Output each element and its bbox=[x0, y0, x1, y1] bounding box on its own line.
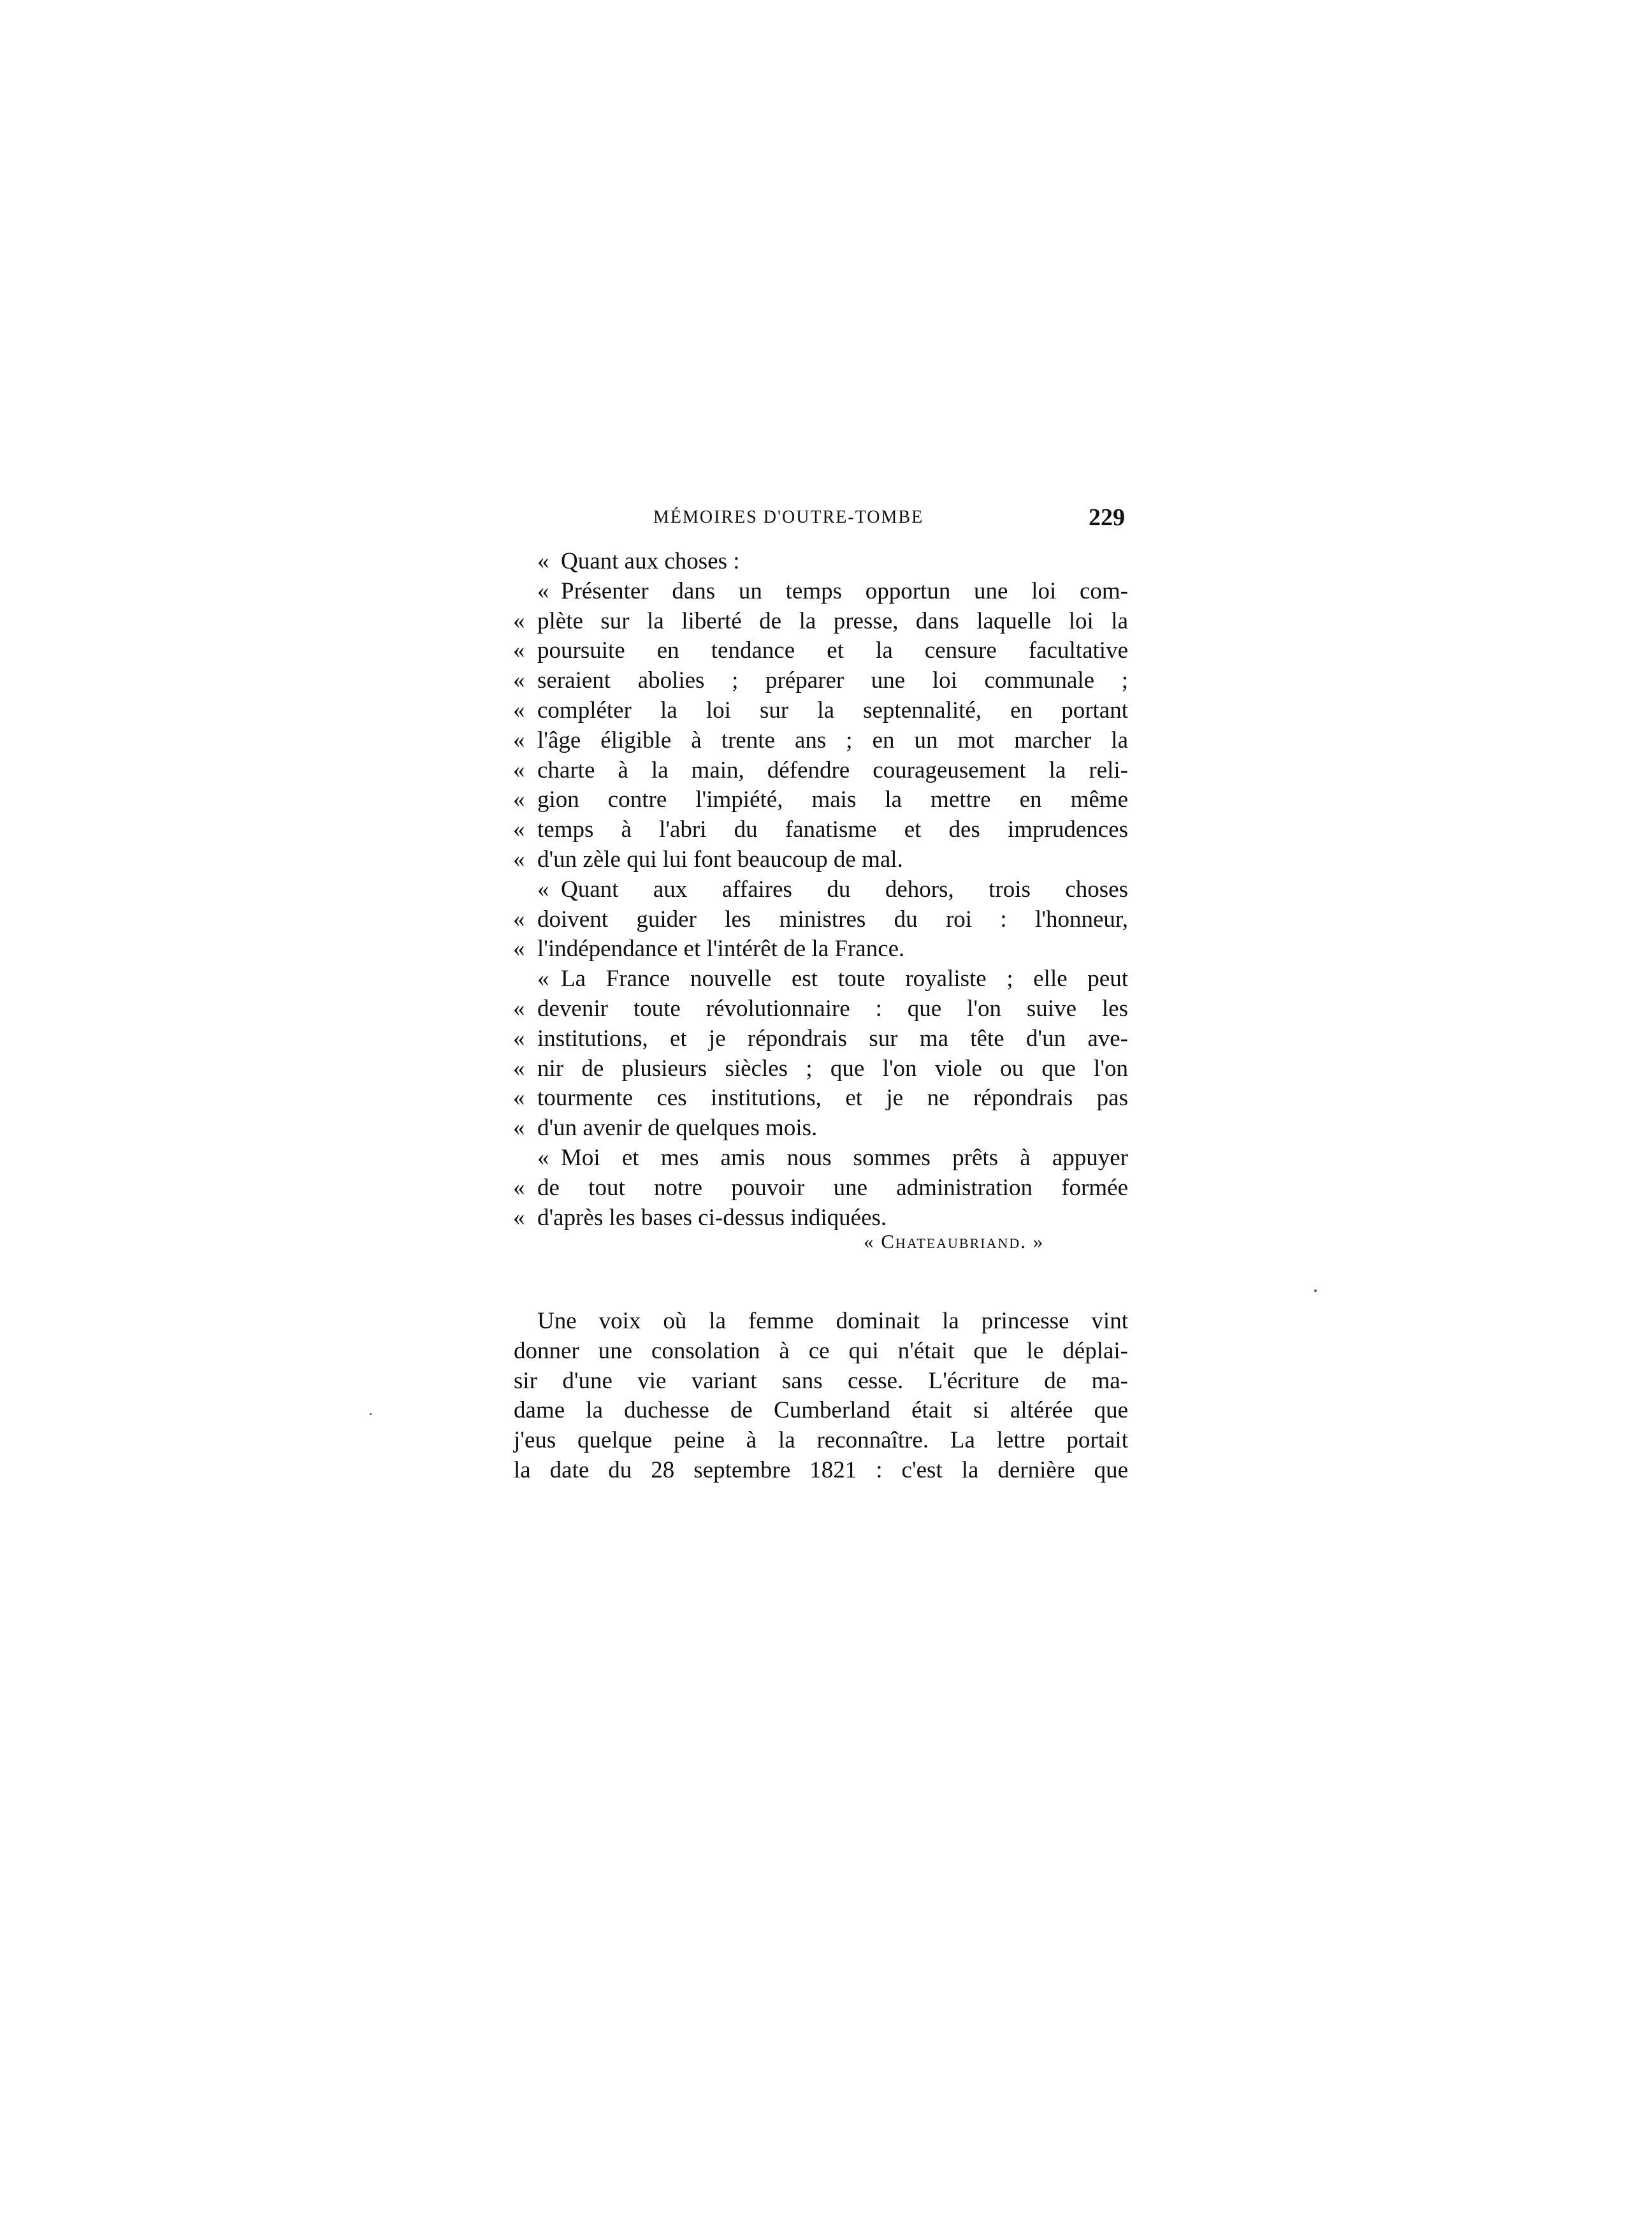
paragraph-line: dame la duchesse de Cumberland était si altérée que bbox=[514, 1397, 1128, 1424]
quote-line bbox=[513, 666, 1128, 696]
guillemet-mark: « bbox=[513, 817, 525, 843]
quote-line bbox=[513, 875, 1128, 905]
quote-line bbox=[513, 607, 1128, 637]
quote-line bbox=[513, 1114, 1128, 1143]
guillemet-mark: « bbox=[537, 876, 549, 903]
guillemet-mark: « bbox=[537, 548, 549, 574]
guillemet-mark: « bbox=[513, 846, 525, 873]
guillemet-mark: « bbox=[513, 607, 525, 634]
quote-line bbox=[513, 785, 1128, 815]
quote-line-text: charte à la main, défendre courageusement la reli- bbox=[537, 757, 1128, 783]
paragraph-line: j'eus quelque peine à la reconnaître. La lettre portait bbox=[514, 1427, 1128, 1454]
paragraph-line: Une voix où la femme dominait la princesse vint bbox=[537, 1308, 1128, 1334]
quote-line bbox=[513, 1024, 1128, 1054]
page-number: 229 bbox=[1089, 504, 1125, 531]
guillemet-mark: « bbox=[513, 936, 525, 962]
guillemet-mark: « bbox=[513, 667, 525, 694]
quote-line-text: institutions, et je répondrais sur ma tête d'un ave- bbox=[537, 1025, 1128, 1052]
quoted-letter bbox=[513, 547, 1128, 1233]
paragraph-line: donner une consolation à ce qui n'était que le déplai- bbox=[514, 1337, 1128, 1364]
quote-line bbox=[513, 1203, 1128, 1233]
paragraph-line: sir d'une vie variant sans cesse. L'écriture de ma- bbox=[514, 1367, 1128, 1394]
quote-line-text: Moi et mes amis nous sommes prêts à appuyer bbox=[561, 1144, 1128, 1171]
scan-speck bbox=[1314, 1289, 1317, 1292]
quote-line bbox=[513, 905, 1128, 935]
signature: « Chateaubriand. » bbox=[864, 1230, 1045, 1252]
quote-line bbox=[513, 934, 1128, 964]
quote-line-text: Quant aux affaires du dehors, trois choses bbox=[561, 876, 1128, 903]
guillemet-mark: « bbox=[513, 787, 525, 813]
quote-line bbox=[513, 547, 1128, 577]
guillemet-mark: « bbox=[513, 906, 525, 933]
quote-line bbox=[513, 1143, 1128, 1173]
quote-line-text: l'âge éligible à trente ans ; en un mot marcher la bbox=[537, 727, 1128, 753]
quote-line bbox=[513, 815, 1128, 845]
running-head bbox=[519, 504, 1125, 535]
quote-line-text: temps à l'abri du fanatisme et des imprudences bbox=[537, 817, 1128, 843]
quote-line bbox=[513, 994, 1128, 1024]
quote-line-text: Présenter dans un temps opportun une loi com- bbox=[561, 577, 1128, 604]
quote-line-text: La France nouvelle est toute royaliste ; elle peut bbox=[561, 966, 1128, 992]
quote-line-text: devenir toute révolutionnaire : que l'on suive les bbox=[537, 995, 1128, 1022]
guillemet-mark: « bbox=[513, 1055, 525, 1082]
quote-line bbox=[513, 964, 1128, 994]
guillemet-mark: « bbox=[513, 1204, 525, 1231]
guillemet-mark: « bbox=[513, 1085, 525, 1112]
guillemet-mark: « bbox=[537, 577, 549, 604]
guillemet-mark: « bbox=[513, 1025, 525, 1052]
guillemet-mark: « bbox=[513, 995, 525, 1022]
quote-line-text: d'un avenir de quelques mois. bbox=[537, 1115, 818, 1142]
quote-line bbox=[513, 1084, 1128, 1114]
quote-line bbox=[513, 696, 1128, 726]
guillemet-mark: « bbox=[513, 1174, 525, 1201]
quote-line bbox=[513, 577, 1128, 607]
quote-line bbox=[513, 1054, 1128, 1084]
quote-line bbox=[513, 726, 1128, 756]
quote-line-text: compléter la loi sur la septennalité, en portant bbox=[537, 697, 1128, 723]
quote-line-text: plète sur la liberté de la presse, dans laquelle loi la bbox=[537, 607, 1128, 634]
quote-line-text: gion contre l'impiété, mais la mettre en même bbox=[537, 787, 1128, 813]
quote-line bbox=[513, 636, 1128, 666]
guillemet-mark: « bbox=[537, 1144, 549, 1171]
quote-line-text: tourmente ces institutions, et je ne répondrais pas bbox=[537, 1085, 1128, 1112]
quote-line-text: nir de plusieurs siècles ; que l'on viole ou que l'on bbox=[537, 1055, 1128, 1082]
quote-line-text: poursuite en tendance et la censure facultative bbox=[537, 637, 1128, 664]
quote-line-text: d'un zèle qui lui font beaucoup de mal. bbox=[537, 846, 903, 873]
quote-line-text: Quant aux choses : bbox=[561, 548, 740, 574]
quote-line-text: doivent guider les ministres du roi : l'honneur, bbox=[537, 906, 1128, 933]
quote-line-text: d'après les bases ci-dessus indiquées. bbox=[537, 1204, 887, 1231]
guillemet-mark: « bbox=[513, 727, 525, 753]
quote-line bbox=[513, 756, 1128, 786]
quote-line-text: de tout notre pouvoir une administration formée bbox=[537, 1174, 1128, 1201]
scan-speck bbox=[370, 1413, 372, 1415]
quote-line bbox=[513, 845, 1128, 875]
guillemet-mark: « bbox=[513, 637, 525, 664]
quote-line-text: l'indépendance et l'intérêt de la France. bbox=[537, 936, 905, 962]
guillemet-mark: « bbox=[537, 966, 549, 992]
guillemet-mark: « bbox=[513, 697, 525, 723]
quote-line bbox=[513, 1173, 1128, 1203]
guillemet-mark: « bbox=[513, 1115, 525, 1142]
guillemet-mark: « bbox=[513, 757, 525, 783]
body-paragraph bbox=[514, 1307, 1128, 1486]
running-title: MÉMOIRES D'OUTRE-TOMBE bbox=[653, 507, 924, 527]
paragraph-line: la date du 28 septembre 1821 : c'est la dernière que bbox=[514, 1456, 1128, 1483]
quote-line-text: seraient abolies ; préparer une loi communale ; bbox=[537, 667, 1128, 694]
